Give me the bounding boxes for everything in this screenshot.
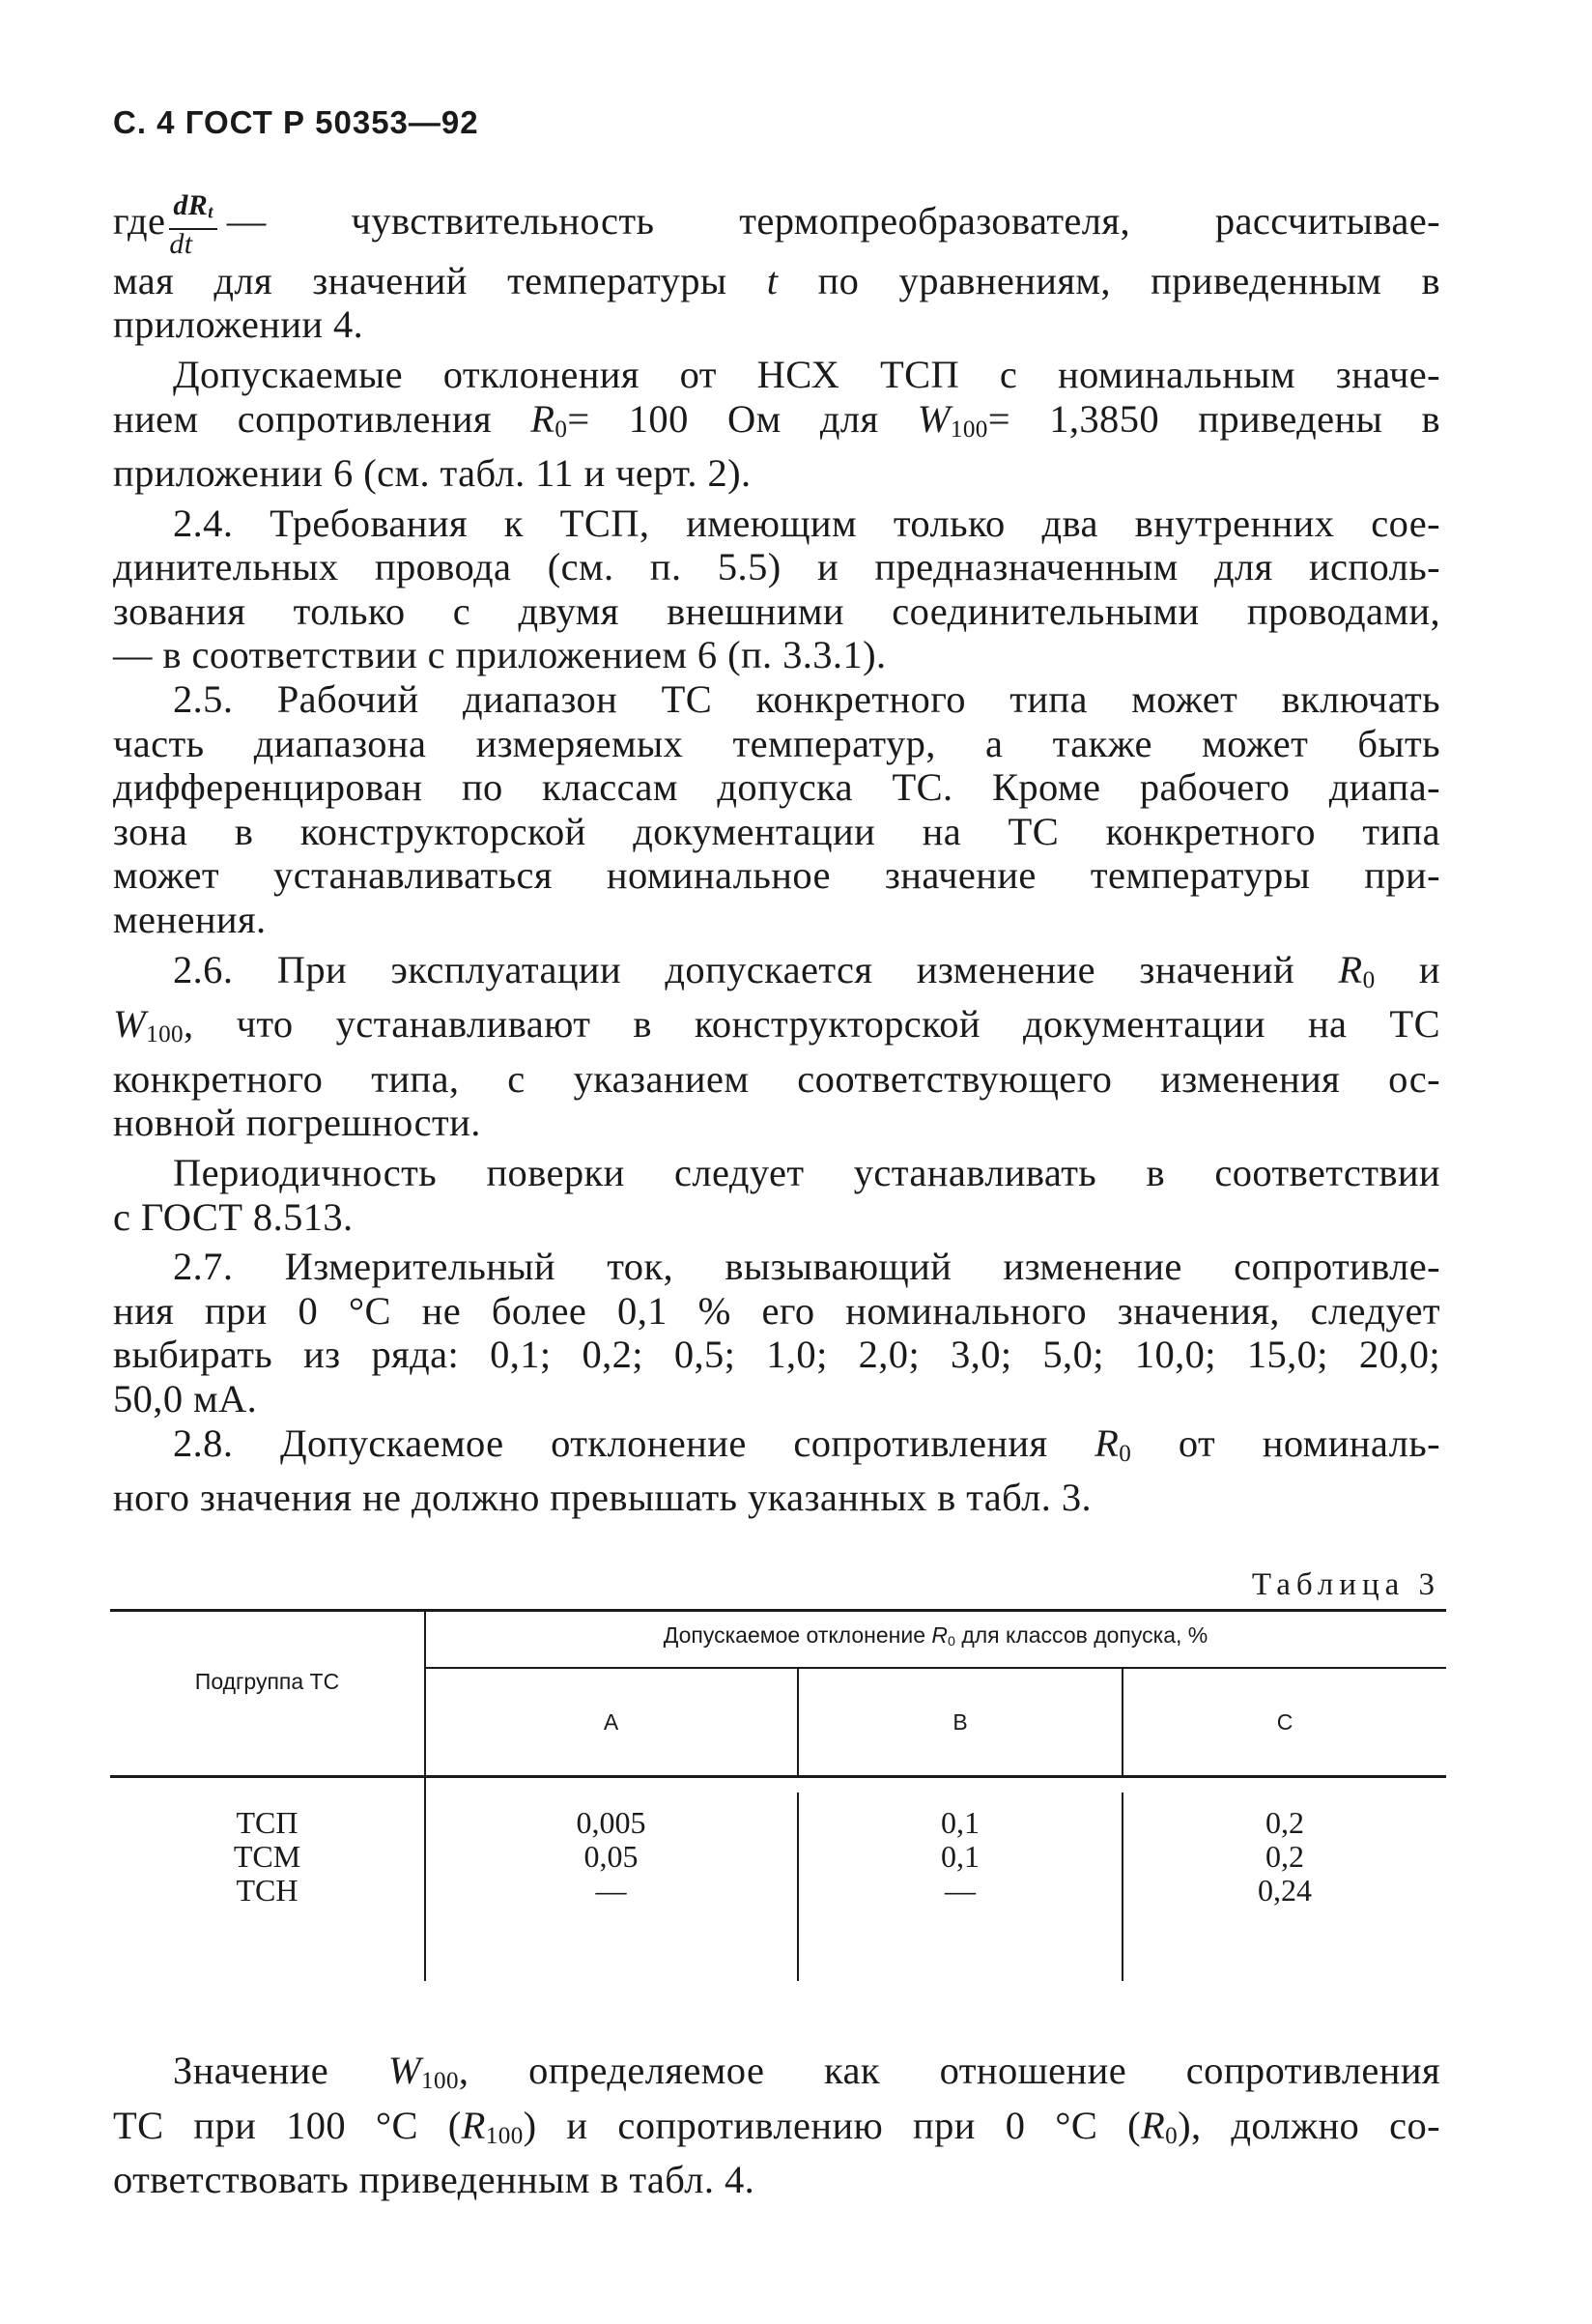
text-line: Периодичность поверки следует устанавливать в соответствии	[173, 1151, 1440, 1195]
text-line: ного значения не должно превышать указанных в табл. 3.	[113, 1476, 1092, 1520]
derivative-fraction: $\frac{dR_t}{dt}$	[169, 191, 216, 259]
paragraph-2-4	[113, 502, 1440, 677]
table-cell: 0,1	[941, 1805, 980, 1840]
table-cell: 0,24	[1258, 1873, 1312, 1908]
paragraph-verification	[113, 1151, 1440, 1239]
column-subgroup	[110, 1806, 424, 1908]
text-line: зона в конструкторской документации на ТС конкретного типа	[113, 809, 1440, 853]
text-line: мая для значений температуры t по уравнениям, приведенным в	[113, 258, 1440, 302]
closing-paragraph	[113, 2049, 1440, 2202]
header-span-rule	[425, 1667, 1446, 1669]
header-class-c: С	[1276, 1709, 1294, 1735]
paragraph-2-8	[113, 1421, 1440, 1520]
text-line: часть диапазона измеряемых температур, а также может быть	[113, 721, 1440, 765]
running-header: С. 4 ГОСТ Р 50353—92	[113, 104, 479, 140]
text-line: динительных провода (см. п. 5.5) и предназначенным для исполь-	[113, 545, 1440, 589]
text-line: дифференцирован по классам допуска ТС. Кроме рабочего диапа-	[113, 765, 1440, 810]
header-class-b: В	[952, 1709, 968, 1735]
text-line: — в соответствии с приложением 6 (п. 3.3.1).	[113, 633, 887, 677]
table-cell: 0,2	[1265, 1805, 1304, 1840]
text-line: может устанавливаться номинальное значение температуры при-	[113, 853, 1440, 898]
table-cell: 0,005	[576, 1805, 646, 1840]
text-line: 2.4. Требования к ТСП, имеющим только два внутренних сое-	[173, 501, 1440, 545]
text-line: ТС при 100 °С $(R_{100})$ и сопротивлению при 0 °С $(R_0)$, должно со-	[113, 2103, 1440, 2149]
paragraph-2-5	[113, 677, 1440, 942]
table-top-rule	[110, 1609, 1446, 1612]
paragraph-sensitivity	[113, 191, 1440, 347]
text-line: 2.5. Рабочий диапазон ТС конкретного типа может включать	[173, 677, 1440, 722]
column-class-c	[1123, 1806, 1446, 1908]
text-line: $W_{100}$, что устанавливают в конструкторской документации на ТС	[113, 1002, 1440, 1048]
text-line: Допускаемые отклонения от НСХ ТСП с номинальным значе-	[173, 352, 1440, 396]
table-cell: —	[595, 1873, 627, 1908]
text-line: 2.8. Допускаемое отклонение сопротивления $R_0$ от номиналь-	[173, 1420, 1440, 1467]
header-span: Допускаемое отклонение $R_0$ для классов допуска, %	[663, 1622, 1208, 1650]
text-line: новной погрешности.	[113, 1101, 481, 1145]
text-line: выбирать из ряда: 0,1; 0,2; 0,5; 1,0; 2,0; 3,0; 5,0; 10,0; 15,0; 20,0;	[113, 1333, 1440, 1377]
text-line: менения.	[113, 898, 267, 942]
col-divider-1	[424, 1612, 426, 1981]
table-cell: 0,2	[1265, 1839, 1304, 1874]
text-line: приложении 6 (см. табл. 11 и черт. 2).	[113, 451, 752, 496]
table-title: Таблица 3	[1251, 1567, 1440, 1602]
table-cell: ТСН	[236, 1873, 298, 1908]
paragraph-2-7	[113, 1245, 1440, 1420]
table-cell: —	[945, 1873, 976, 1908]
column-class-a	[425, 1806, 797, 1908]
text-line: ния при 0 °С не более 0,1 % его номинального значения, следует	[113, 1288, 1440, 1333]
table-cell: 0,05	[583, 1839, 639, 1874]
table-cell: ТСП	[236, 1805, 298, 1840]
header-class-a: А	[603, 1709, 619, 1735]
text-line: 2.7. Измерительный ток, вызывающий изменение сопротивле-	[173, 1245, 1440, 1289]
text-line: зования только с двумя внешними соединительными проводами,	[113, 588, 1440, 633]
text-line: приложении 4.	[113, 302, 364, 347]
text-line: где $\frac{dR_t}{dt}$ — чувствительность термопреобразователя, рассчитывае-	[113, 189, 1440, 260]
text-line: конкретного типа, с указанием соответствующего изменения ос-	[113, 1056, 1440, 1101]
table-cell: ТСМ	[233, 1839, 301, 1874]
text-line: ответствовать приведенным в табл. 4.	[113, 2158, 755, 2202]
header-subgroup: Подгруппа ТС	[194, 1669, 340, 1694]
text-line: Значение $W_{100}$, определяемое как отношение сопротивления	[173, 2049, 1440, 2095]
text-line: 50,0 мА.	[113, 1377, 258, 1421]
table-cell: 0,1	[941, 1839, 980, 1874]
table-3	[110, 1609, 1446, 1984]
main-text	[113, 191, 1440, 1520]
text-line: 2.6. При эксплуатации допускается изменение значений $R_0$ и	[173, 947, 1440, 993]
column-class-b	[799, 1806, 1122, 1908]
paragraph-deviations	[113, 353, 1440, 496]
text-line: нием сопротивления $R_0= 100$ Ом для $W_{100}= 1,3850$ приведены в	[113, 396, 1440, 443]
header-bottom-rule	[110, 1775, 1446, 1778]
text-line: с ГОСТ 8.513.	[113, 1194, 354, 1239]
paragraph-2-6	[113, 948, 1440, 1145]
